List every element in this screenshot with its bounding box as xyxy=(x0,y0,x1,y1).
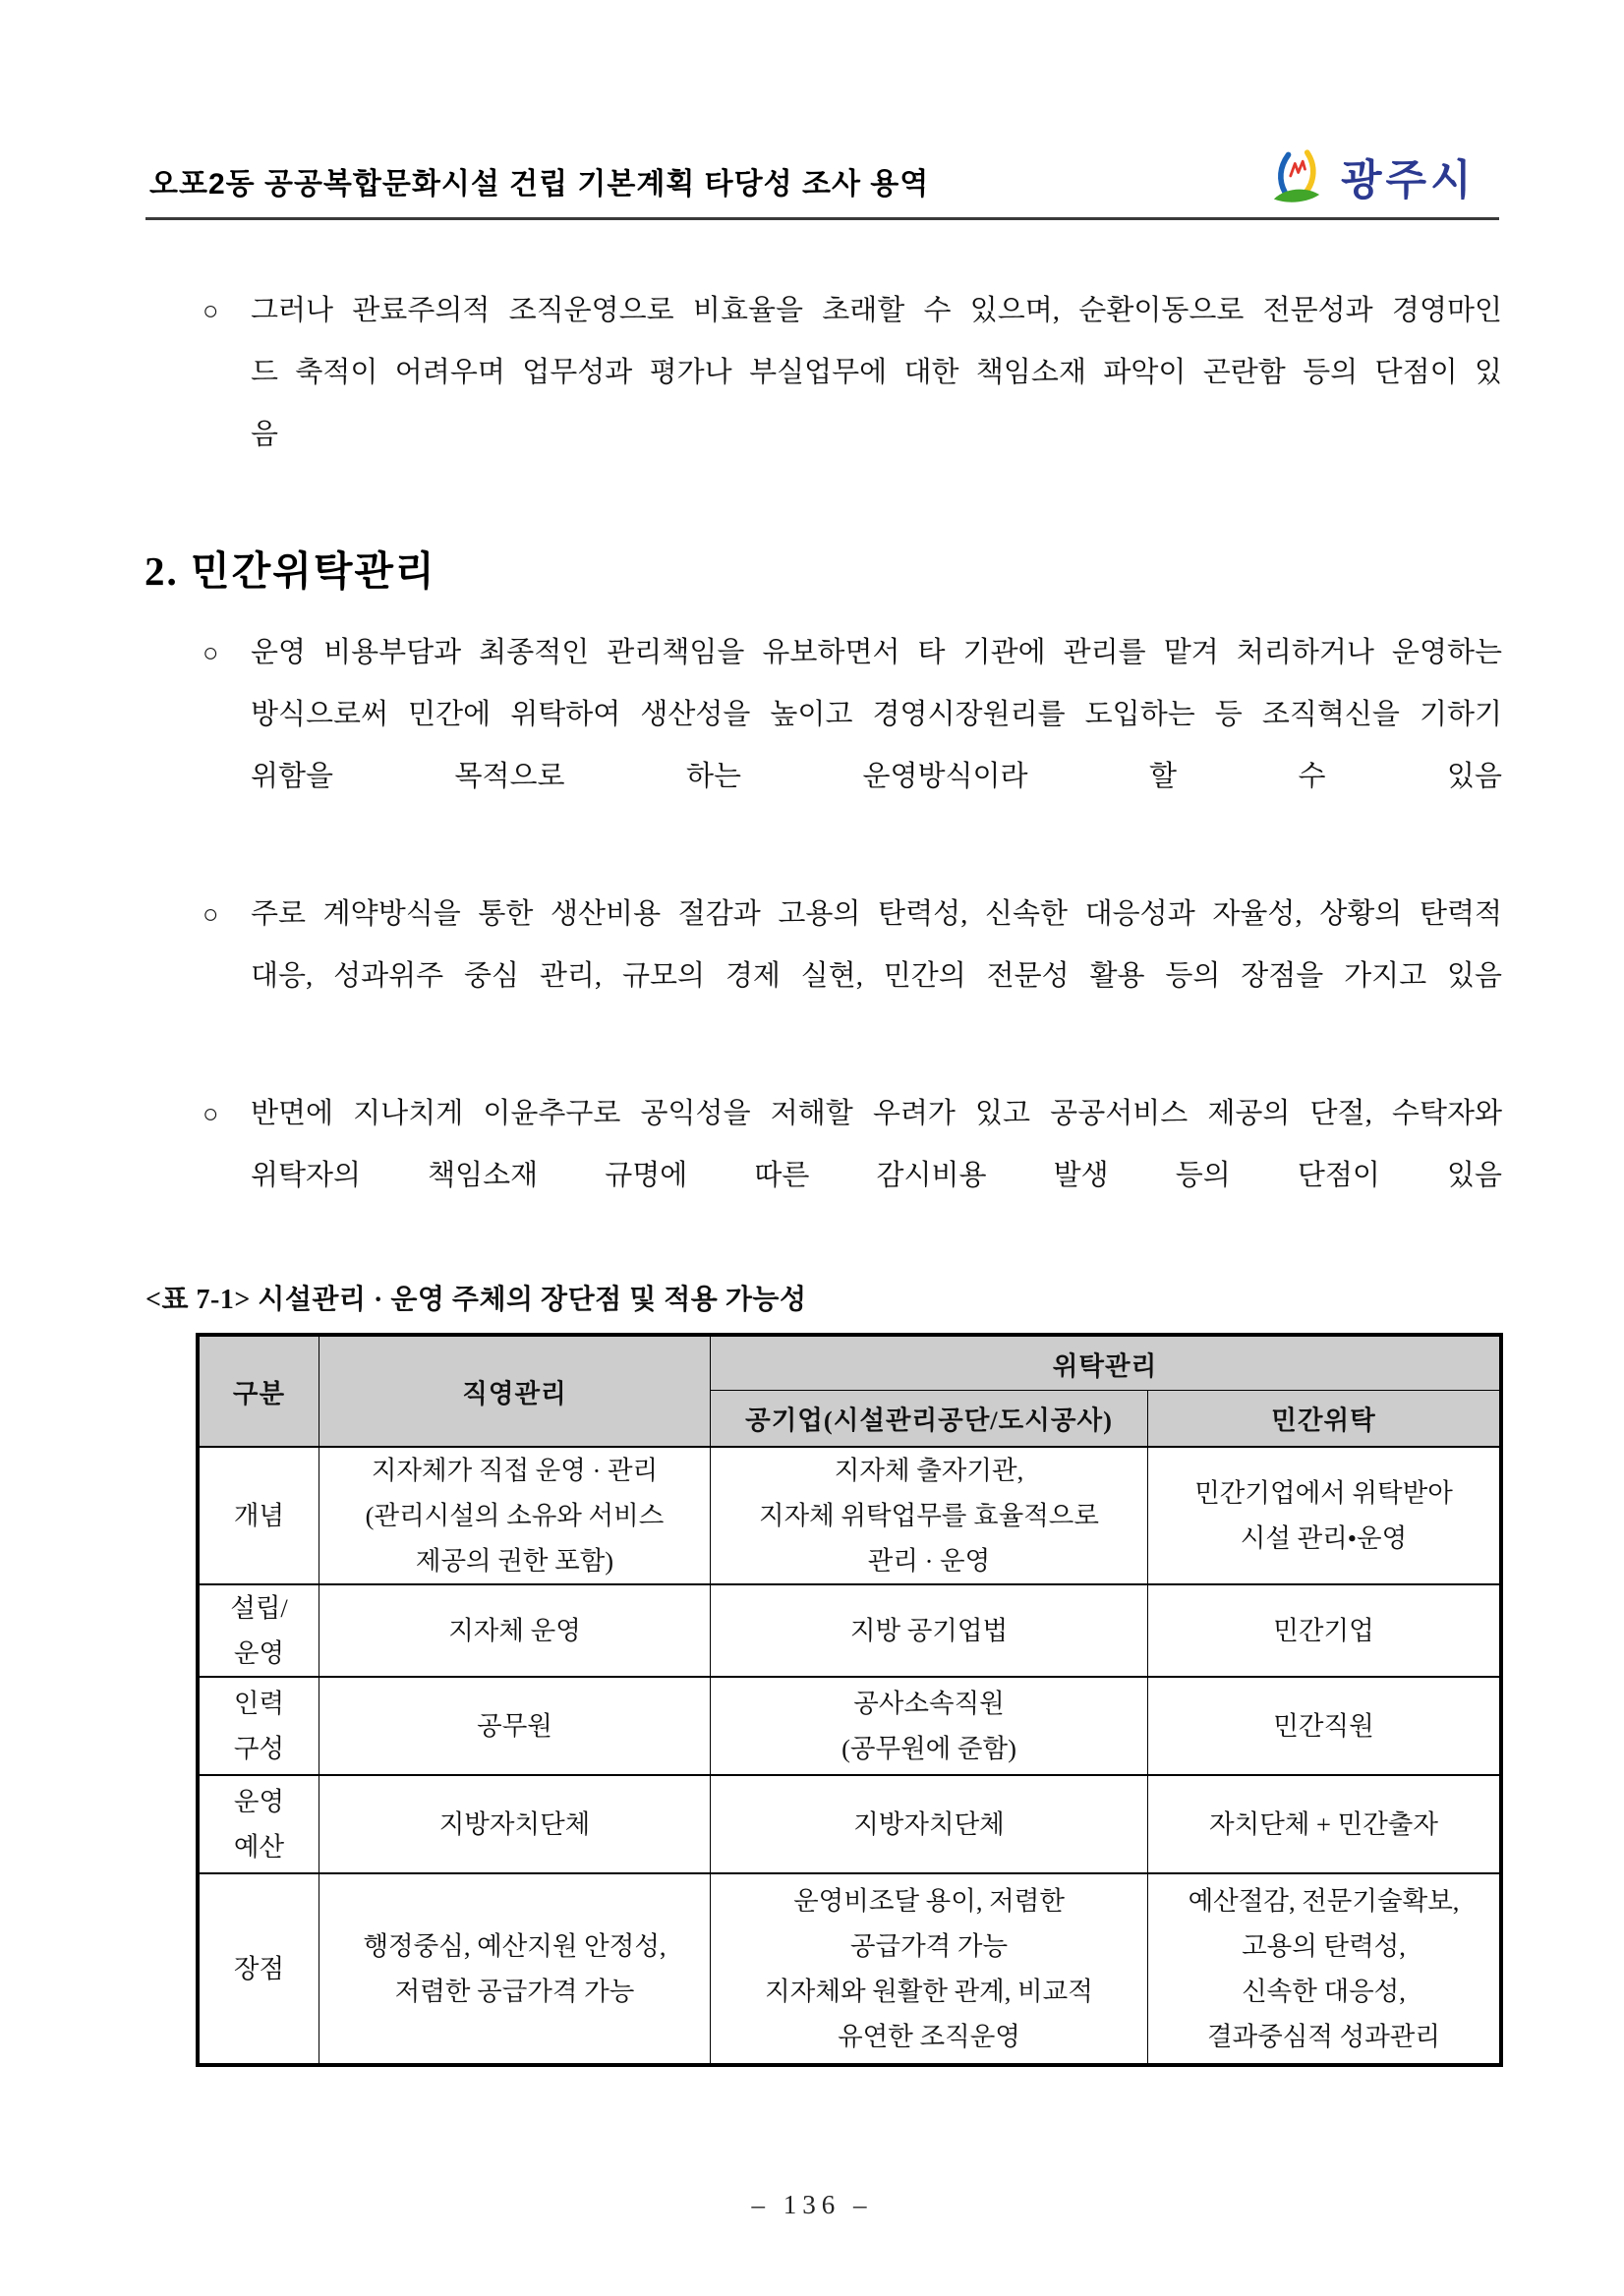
row-label-cell: 장점 xyxy=(199,1873,319,2065)
cell-found-public: 지방 공기업법 xyxy=(711,1584,1148,1677)
cell-budget-public: 지방자치단체 xyxy=(711,1775,1148,1873)
row-label-cell: 인력 구성 xyxy=(199,1677,319,1775)
cell-staff-private: 민간직원 xyxy=(1148,1677,1501,1775)
cell-merit-public: 운영비조달 용이, 저렴한 공급가격 가능 지자체와 원활한 관계, 비교적 유연한 조직운영 xyxy=(711,1873,1148,2065)
header-cell-private-consign: 민간위탁 xyxy=(1148,1391,1501,1447)
section-bullet-item xyxy=(203,1083,1502,1269)
circle-bullet-icon: ○ xyxy=(203,1099,219,1128)
table-caption: <표 7-1> 시설관리 · 운영 주체의 장단점 및 적용 가능성 xyxy=(145,1285,807,1315)
gwangju-emblem-icon xyxy=(1266,140,1327,214)
cell-merit-private: 예산절감, 전문기술확보, 고용의 탄력성, 신속한 대응성, 결과중심적 성과관리 xyxy=(1148,1873,1501,2065)
page-number: – 136 – xyxy=(751,2190,873,2219)
table-row xyxy=(199,1873,1501,2065)
cell-concept-direct: 지자체가 직접 운영 · 관리 (관리시설의 소유와 서비스 제공의 권한 포함) xyxy=(319,1447,711,1584)
cell-concept-public: 지자체 출자기관, 지자체 위탁업무를 효율적으로 관리 · 운영 xyxy=(711,1447,1148,1584)
section-heading: 2. 민간위탁관리 xyxy=(145,548,436,594)
cell-budget-private: 자치단체 + 민간출자 xyxy=(1148,1775,1501,1873)
circle-bullet-icon: ○ xyxy=(203,638,219,667)
cell-concept-private: 민간기업에서 위탁받아 시설 관리•운영 xyxy=(1148,1447,1501,1584)
section-bullet-item xyxy=(203,884,1502,1069)
section-bullet-item xyxy=(203,622,1502,870)
section-bullet-text: 주로 계약방식을 통한 생산비용 절감과 고용의 탄력성, 신속한 대응성과 자율성, 상황의 탄력적 대응, 성과위주 중심 관리, 규모의 경제 실현, 민간의 전문성 활용 등의 장점을 가지고 있음 xyxy=(251,898,1502,992)
section-bullet-text: 반면에 지나치게 이윤추구로 공익성을 저해할 우려가 있고 공공서비스 제공의 단절, 수탁자와 위탁자의 책임소재 규명에 따른 감시비용 발생 등의 단점이 있음 xyxy=(251,1098,1502,1191)
section-bullet-text: 운영 비용부담과 최종적인 관리책임을 유보하면서 타 기관에 관리를 맡겨 처리하거나 운영하는 방식으로써 민간에 위탁하여 생산성을 높이고 경영시장원리를 도입하는 등 조직혁신을 기하기 위함을 목적으로 하는 운영방식이라 할 수 있음 xyxy=(251,637,1502,792)
circle-bullet-icon: ○ xyxy=(203,296,219,325)
cell-budget-direct: 지방자치단체 xyxy=(319,1775,711,1873)
page-title: 오포2동 공공복합문화시설 건립 기본계획 타당성 조사 용역 xyxy=(149,168,930,201)
table-row xyxy=(199,1775,1501,1873)
header-cell-consigned: 위탁관리 xyxy=(711,1336,1501,1391)
row-label-cell: 설립/ 운영 xyxy=(199,1584,319,1677)
table-row xyxy=(199,1677,1501,1775)
row-label-cell: 운영 예산 xyxy=(199,1775,319,1873)
table-header-row xyxy=(199,1336,1501,1391)
intro-bullet-text: 그러나 관료주의적 조직운영으로 비효율을 초래할 수 있으며, 순환이동으로 전문성과 경영마인드 축적이 어려우며 업무성과 평가나 부실업무에 대한 책임소재 파악이 곤란함 등의 단점이 있음 xyxy=(251,295,1502,450)
header-divider xyxy=(145,217,1499,220)
header-cell-gubun: 구분 xyxy=(199,1336,319,1447)
cell-staff-direct: 공무원 xyxy=(319,1677,711,1775)
cell-staff-public: 공사소속직원 (공무원에 준함) xyxy=(711,1677,1148,1775)
header-cell-direct: 직영관리 xyxy=(319,1336,711,1447)
cell-found-direct: 지자체 운영 xyxy=(319,1584,711,1677)
cell-found-private: 민간기업 xyxy=(1148,1584,1501,1677)
gwangju-city-logo xyxy=(1266,138,1512,216)
cell-merit-direct: 행정중심, 예산지원 안정성, 저렴한 공급가격 가능 xyxy=(319,1873,711,2065)
table-row xyxy=(199,1447,1501,1584)
management-comparison-table xyxy=(197,1334,1502,2066)
table-row xyxy=(199,1584,1501,1677)
row-label-cell: 개념 xyxy=(199,1447,319,1584)
logo-city-name: 광주시 xyxy=(1341,156,1476,204)
header-cell-public-corp: 공기업(시설관리공단/도시공사) xyxy=(711,1391,1148,1447)
intro-bullet-item xyxy=(203,280,1502,528)
circle-bullet-icon: ○ xyxy=(203,899,219,929)
